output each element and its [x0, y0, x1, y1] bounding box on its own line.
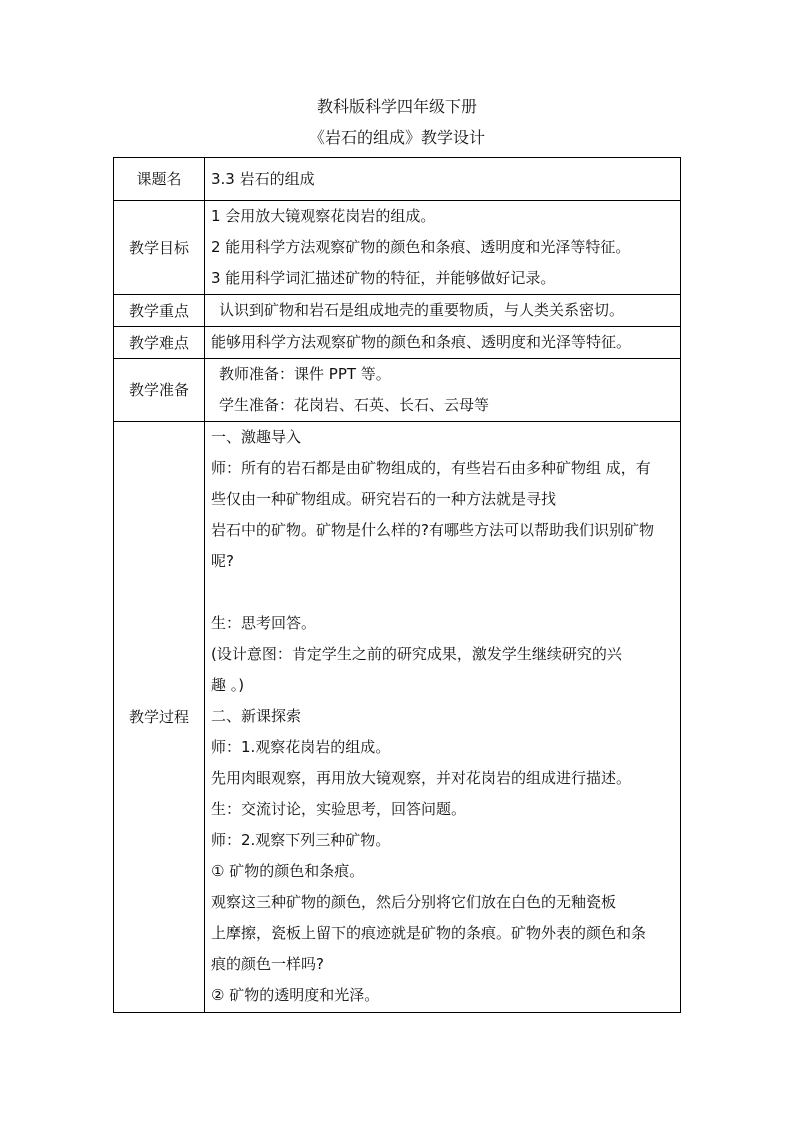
process-line: (设计意图：肯定学生之前的研究成果，激发学生继续研究的兴 [211, 645, 622, 663]
process-line: 师：2.观察下列三种矿物。 [211, 831, 391, 849]
process-line: 先用肉眼观察，再用放大镜观察，并对花岗岩的组成进行描述。 [211, 769, 632, 787]
process-line: 观察这三种矿物的颜色，然后分别将它们放在白色的无釉瓷板 [211, 893, 617, 911]
section-heading: 二、新课探索 [211, 707, 302, 725]
goals-cell [205, 201, 681, 295]
row-topic [114, 158, 681, 201]
topic-label: 课题名 [114, 158, 205, 201]
process-line: 趣 。) [211, 676, 245, 694]
difficulty-cell [205, 327, 681, 359]
teacher-prep: 教师准备：课件 PPT 等。 [219, 365, 391, 383]
process-label: 教学过程 [114, 422, 205, 1013]
process-line: 呢? [211, 552, 234, 570]
key-value: 认识到矿物和岩石是组成地壳的重要物质，与人类关系密切。 [219, 301, 625, 319]
process-line: 生：思考回答。 [211, 614, 317, 632]
goals-label: 教学目标 [114, 201, 205, 295]
prep-cell [205, 359, 681, 422]
goal-item: 3 能用科学词汇描述矿物的特征，并能够做好记录。 [211, 269, 556, 287]
process-line: 师：所有的岩石都是由矿物组成的，有些岩石由多种矿物组 成，有 [211, 459, 651, 477]
process-line: 师：1.观察花岗岩的组成。 [211, 738, 391, 756]
process-line: ① 矿物的颜色和条痕。 [211, 862, 365, 880]
section-heading: 一、激趣导入 [211, 428, 302, 446]
blank-line [211, 577, 674, 608]
student-prep: 学生准备：花岗岩、石英、长石、云母等 [219, 396, 490, 414]
document-title: 教科版科学四年级下册 [316, 97, 477, 116]
goal-item: 1 会用放大镜观察花岗岩的组成。 [211, 207, 436, 225]
process-cell [205, 422, 681, 1013]
row-goals [114, 201, 681, 295]
prep-label: 教学准备 [114, 359, 205, 422]
process-line: 生：交流讨论，实验思考，回答问题。 [211, 800, 467, 818]
document-subtitle: 《岩石的组成》教学设计 [308, 128, 485, 147]
lesson-plan-table [113, 157, 681, 1013]
difficulty-label: 教学难点 [114, 327, 205, 359]
key-label: 教学重点 [114, 295, 205, 327]
process-line: 上摩擦，瓷板上留下的痕迹就是矿物的条痕。矿物外表的颜色和条 [211, 924, 647, 942]
row-process [114, 422, 681, 1013]
row-difficulty [114, 327, 681, 359]
process-line: 些仅由一种矿物组成。研究岩石的一种方法就是寻找 [211, 490, 557, 508]
row-preparation [114, 359, 681, 422]
process-line: ② 矿物的透明度和光泽。 [211, 986, 380, 1004]
key-cell [205, 295, 681, 327]
process-line: 岩石中的矿物。矿物是什么样的?有哪些方法可以帮助我们识别矿物 [211, 521, 654, 539]
row-key-point [114, 295, 681, 327]
difficulty-value: 能够用科学方法观察矿物的颜色和条痕、透明度和光泽等特征。 [211, 333, 632, 351]
topic-value: 3.3 岩石的组成 [205, 158, 681, 201]
process-line: 痕的颜色一样吗? [211, 955, 324, 973]
goal-item: 2 能用科学方法观察矿物的颜色和条痕、透明度和光泽等特征。 [211, 238, 631, 256]
